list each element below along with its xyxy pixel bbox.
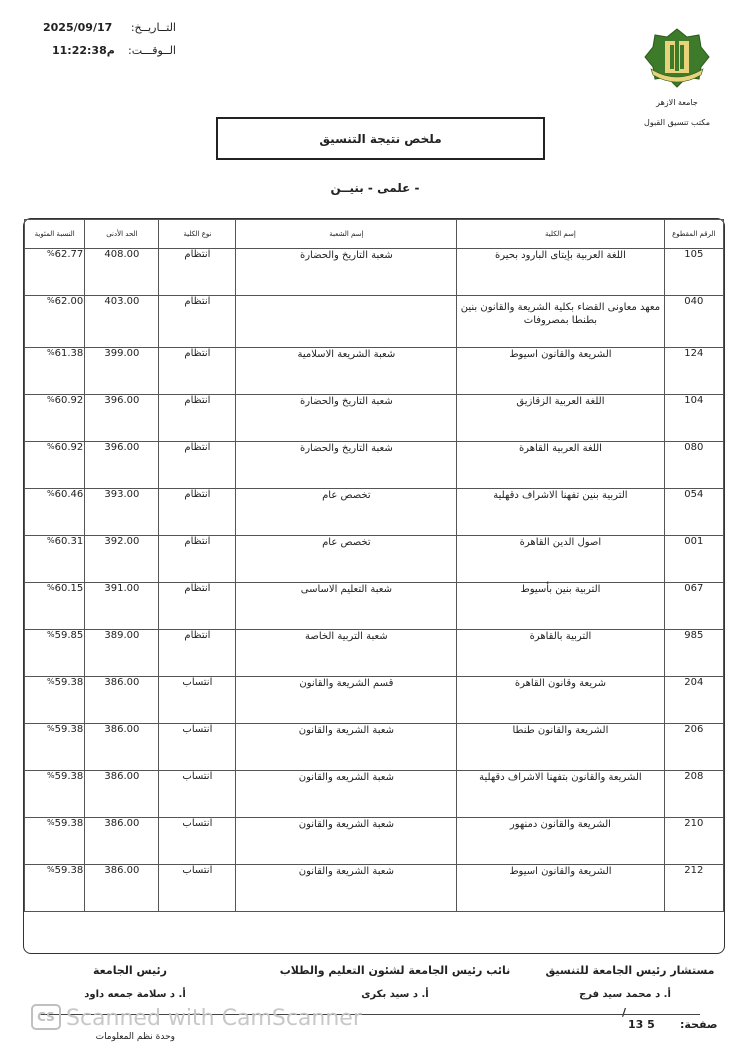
- table-row: [25, 395, 724, 442]
- signature-title-coordination-advisor: مستشار رئيس الجامعة للتنسيق: [545, 964, 715, 977]
- date-value: 2025/09/17: [43, 21, 113, 34]
- percentage-value: 59.38: [54, 724, 84, 735]
- signature-title-president: رئيس الجامعة: [93, 964, 167, 977]
- min-score-cell: 389.00: [85, 630, 159, 677]
- percentage-value: 60.31: [54, 536, 84, 547]
- type-cell: انتظام: [159, 442, 236, 489]
- table-row: [25, 249, 724, 296]
- division-cell: شعبة الشريعة والقانون: [236, 818, 457, 865]
- type-cell: انتظام: [159, 489, 236, 536]
- code-cell: 054: [664, 489, 723, 536]
- college-cell: الشريعة والقانون دمنهور: [457, 818, 664, 865]
- college-cell: الشريعة والقانون اسيوط: [457, 865, 664, 912]
- division-cell: شعبة الشريعة والقانون: [236, 865, 457, 912]
- percentage-value: 60.15: [54, 583, 84, 594]
- table-row: [25, 724, 724, 771]
- table-row: [25, 296, 724, 348]
- report-title: ملخص نتيجة التنسيق: [216, 117, 545, 160]
- type-cell: انتساب: [159, 677, 236, 724]
- percent-sign: %: [47, 583, 55, 592]
- college-cell: اللغة العربية الزقازيق: [457, 395, 664, 442]
- college-cell: معهد معاونى القضاء بكلية الشريعة والقانون بنين بطنطا بمصروفات: [457, 296, 664, 348]
- percentage-cell: [25, 348, 85, 395]
- percent-sign: %: [47, 536, 55, 545]
- table-header-row: [25, 220, 724, 249]
- header-division: إسم الشعبة: [236, 220, 457, 249]
- office-name: مكتب تنسيق القبول: [644, 118, 710, 127]
- type-cell: انتساب: [159, 865, 236, 912]
- division-cell: شعبة التاريخ والحضارة: [236, 249, 457, 296]
- percentage-cell: [25, 771, 85, 818]
- percentage-cell: [25, 536, 85, 583]
- type-cell: انتظام: [159, 536, 236, 583]
- table-row: [25, 536, 724, 583]
- division-cell: شعبة الشريعه والقانون: [236, 771, 457, 818]
- code-cell: 204: [664, 677, 723, 724]
- code-cell: 080: [664, 442, 723, 489]
- percent-sign: %: [47, 771, 55, 780]
- division-cell: شعبة التربية الخاصة: [236, 630, 457, 677]
- code-cell: 001: [664, 536, 723, 583]
- division-cell: شعبة التعليم الاساسى: [236, 583, 457, 630]
- percent-sign: %: [47, 818, 55, 827]
- percentage-cell: [25, 818, 85, 865]
- type-cell: انتظام: [159, 296, 236, 348]
- min-score-cell: 386.00: [85, 865, 159, 912]
- percentage-cell: [25, 630, 85, 677]
- min-score-cell: 391.00: [85, 583, 159, 630]
- code-cell: 212: [664, 865, 723, 912]
- percentage-cell: [25, 296, 85, 348]
- university-logo-icon: [643, 27, 711, 89]
- code-cell: 104: [664, 395, 723, 442]
- percentage-cell: [25, 724, 85, 771]
- college-cell: الشريعة والقانون اسيوط: [457, 348, 664, 395]
- percentage-value: 61.38: [54, 348, 84, 359]
- camscanner-logo-icon: CS: [31, 1004, 61, 1030]
- college-cell: اللغة العربية القاهرة: [457, 442, 664, 489]
- table-row: [25, 771, 724, 818]
- code-cell: 210: [664, 818, 723, 865]
- college-cell: الشريعة والقانون طنطا: [457, 724, 664, 771]
- code-cell: 985: [664, 630, 723, 677]
- table-row: [25, 677, 724, 724]
- min-score-cell: 396.00: [85, 442, 159, 489]
- percent-sign: %: [47, 442, 55, 451]
- college-cell: اصول الدين القاهرة: [457, 536, 664, 583]
- code-cell: 040: [664, 296, 723, 348]
- code-cell: 208: [664, 771, 723, 818]
- percentage-value: 60.92: [54, 395, 84, 406]
- percentage-cell: [25, 865, 85, 912]
- college-cell: اللغة العربية بإيتاى البارود بحيرة: [457, 249, 664, 296]
- signature-name-president: أ. د سلامة جمعه داود: [84, 989, 186, 1000]
- min-score-cell: 403.00: [85, 296, 159, 348]
- signature-name-vice-president: أ. د سيد بكرى: [361, 989, 429, 1000]
- percentage-cell: [25, 489, 85, 536]
- table-row: [25, 818, 724, 865]
- table-row: [25, 489, 724, 536]
- percent-sign: %: [47, 630, 55, 639]
- min-score-cell: 386.00: [85, 771, 159, 818]
- college-cell: التربية بالقاهرة: [457, 630, 664, 677]
- min-score-cell: 386.00: [85, 818, 159, 865]
- college-cell: شريعة وقانون القاهرة: [457, 677, 664, 724]
- percentage-cell: [25, 249, 85, 296]
- percentage-value: 59.38: [54, 771, 84, 782]
- percent-sign: %: [47, 296, 55, 305]
- university-name: جامعة الازهر: [656, 98, 698, 107]
- type-cell: انتظام: [159, 348, 236, 395]
- min-score-cell: 386.00: [85, 677, 159, 724]
- date-label: التــاريــخ:: [130, 21, 176, 34]
- code-cell: 206: [664, 724, 723, 771]
- header-code: الرقم المقطوع: [664, 220, 723, 249]
- table-row: [25, 865, 724, 912]
- division-cell: قسم الشريعة والقانون: [236, 677, 457, 724]
- division-cell: شعبة الشريعة والقانون: [236, 724, 457, 771]
- division-cell: تخصص عام: [236, 536, 457, 583]
- percent-sign: %: [47, 249, 55, 258]
- percentage-value: 59.38: [54, 677, 84, 688]
- min-score-cell: 392.00: [85, 536, 159, 583]
- time-value: 11:22:38م: [52, 44, 115, 57]
- header-college: إسم الكلية: [457, 220, 664, 249]
- type-cell: انتظام: [159, 630, 236, 677]
- unit-name: وحدة نظم المعلومات: [95, 1032, 175, 1042]
- signature-name-coordination-advisor: أ. د محمد سيد فرج: [579, 989, 671, 1000]
- percentage-cell: [25, 442, 85, 489]
- header-type: نوع الكلية: [159, 220, 236, 249]
- type-cell: انتظام: [159, 249, 236, 296]
- college-cell: الشريعة والقانون بتفهنا الاشراف دقهلية: [457, 771, 664, 818]
- min-score-cell: 408.00: [85, 249, 159, 296]
- percentage-value: 59.38: [54, 865, 84, 876]
- percent-sign: %: [47, 677, 55, 686]
- percent-sign: %: [47, 489, 55, 498]
- type-cell: انتساب: [159, 771, 236, 818]
- percentage-cell: [25, 583, 85, 630]
- percentage-value: 59.85: [54, 630, 84, 641]
- page-slash: /: [622, 1006, 627, 1019]
- code-cell: 105: [664, 249, 723, 296]
- min-score-cell: 399.00: [85, 348, 159, 395]
- percentage-value: 60.46: [54, 489, 84, 500]
- report-subtitle: - علمى - بنيــن: [330, 181, 420, 195]
- min-score-cell: 386.00: [85, 724, 159, 771]
- percentage-value: 60.92: [54, 442, 84, 453]
- page-number: 13 5: [628, 1018, 655, 1031]
- code-cell: 067: [664, 583, 723, 630]
- division-cell: شعبة الشريعة الاسلامية: [236, 348, 457, 395]
- table-row: [25, 442, 724, 489]
- type-cell: انتظام: [159, 395, 236, 442]
- college-cell: التربية بنين بأسيوط: [457, 583, 664, 630]
- division-cell: [236, 296, 457, 348]
- table-row: [25, 630, 724, 677]
- page-label: صفحة:: [680, 1018, 718, 1031]
- table-row: [25, 348, 724, 395]
- division-cell: تخصص عام: [236, 489, 457, 536]
- type-cell: انتظام: [159, 583, 236, 630]
- percent-sign: %: [47, 865, 55, 874]
- division-cell: شعبة التاريخ والحضارة: [236, 442, 457, 489]
- division-cell: شعبة التاريخ والحضارة: [236, 395, 457, 442]
- code-cell: 124: [664, 348, 723, 395]
- type-cell: انتساب: [159, 724, 236, 771]
- results-table: [24, 219, 724, 912]
- time-label: الــوقـــت:: [128, 44, 176, 57]
- table-row: [25, 583, 724, 630]
- percent-sign: %: [47, 724, 55, 733]
- signature-title-vice-president: نائب رئيس الجامعة لشئون التعليم والطلاب: [279, 964, 511, 977]
- min-score-cell: 393.00: [85, 489, 159, 536]
- percentage-cell: [25, 677, 85, 724]
- type-cell: انتساب: [159, 818, 236, 865]
- header-percentage: النسبة المئوية: [25, 220, 85, 249]
- percent-sign: %: [47, 348, 55, 357]
- percent-sign: %: [47, 395, 55, 404]
- header-min-score: الحد الأدنى: [85, 220, 159, 249]
- percentage-value: 62.00: [54, 296, 84, 307]
- percentage-cell: [25, 395, 85, 442]
- percentage-value: 62.77: [54, 249, 84, 260]
- min-score-cell: 396.00: [85, 395, 159, 442]
- percentage-value: 59.38: [54, 818, 84, 829]
- camscanner-watermark: Scanned with CamScanner: [66, 1006, 362, 1031]
- college-cell: التربية بنين تفهنا الاشراف دقهلية: [457, 489, 664, 536]
